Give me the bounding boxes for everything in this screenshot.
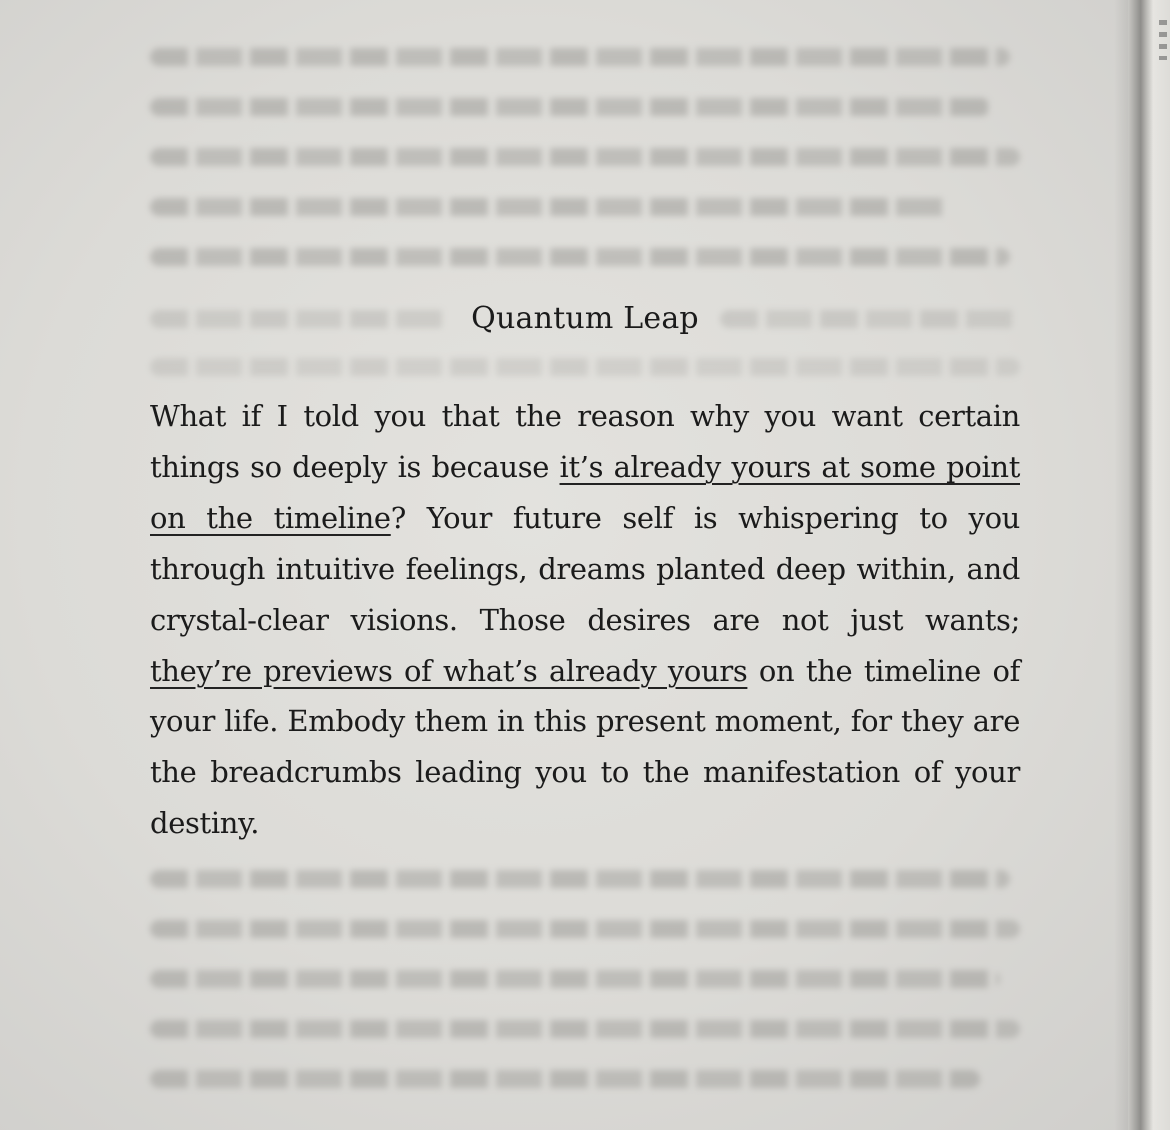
underlined-phrase: it’s already yours at some point on the timeline (150, 449, 1020, 535)
section-heading: Quantum Leap (471, 301, 699, 336)
book-edge (1128, 0, 1170, 1130)
paragraph-text: ? Your future self is whispering to you through intuitive feelings, dreams planted deep within, and crystal-clear visions. Those desires are not just wants; (150, 500, 1021, 637)
page-content (150, 278, 1021, 841)
next-page-edge-marks (1159, 20, 1167, 60)
body-paragraph (150, 391, 1020, 849)
paragraph-text: What if I told you that the reason why you want certain things so deeply is because (150, 399, 1020, 484)
underlined-phrase: they’re previews of what’s already yours (150, 653, 748, 688)
paragraph-text: on the timeline of your life. Embody them in this present moment, for they are the breadcrumbs leading you to the manifestation of your destiny. (150, 653, 1020, 841)
